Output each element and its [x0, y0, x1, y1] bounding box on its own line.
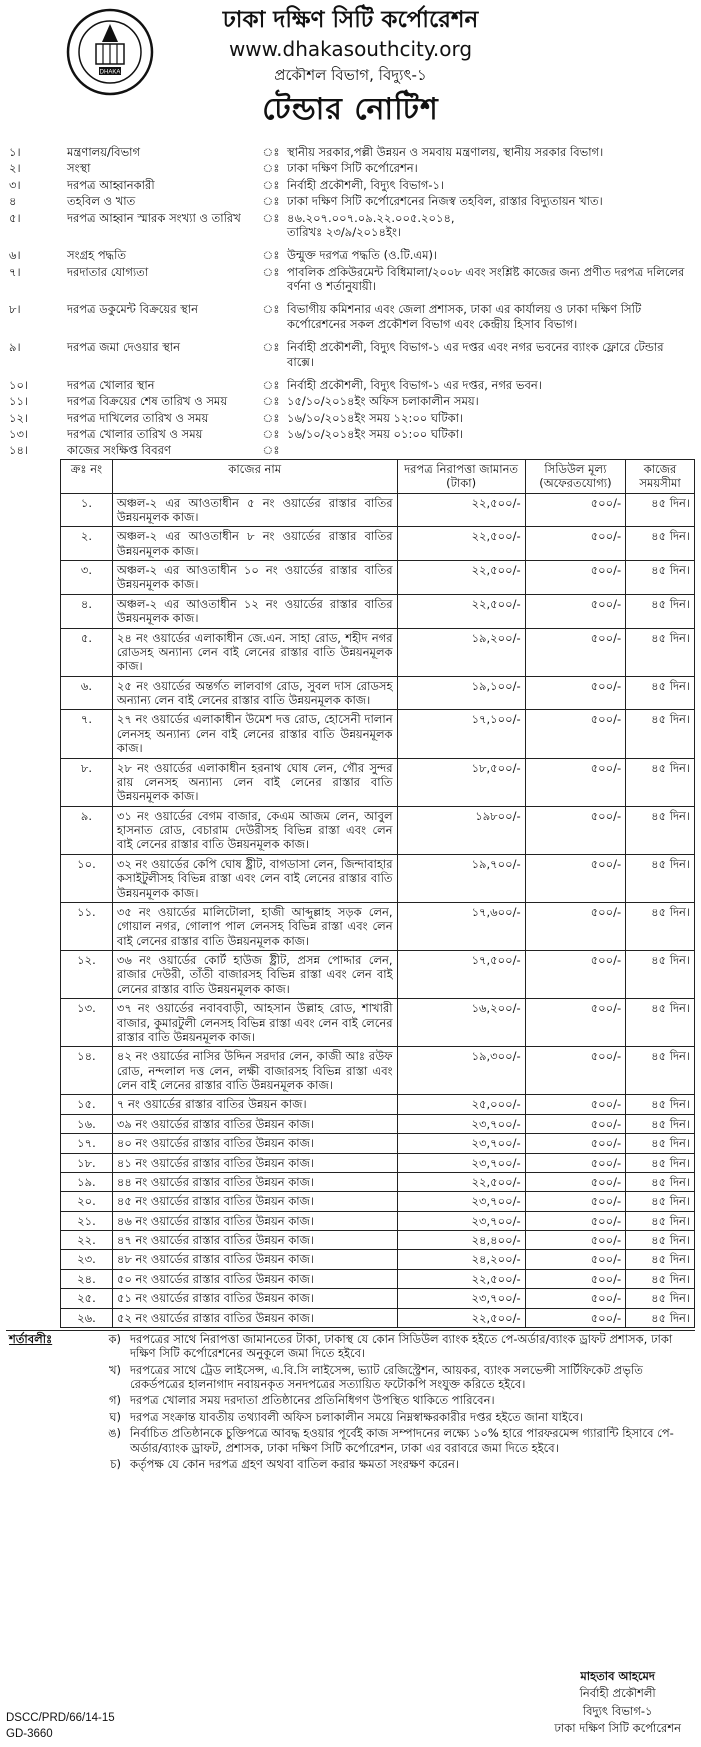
info-row — [6, 177, 695, 193]
work-serial: ১৬. — [61, 1114, 113, 1133]
works-table — [60, 459, 695, 1328]
work-period: ৪৫ দিন। — [626, 1231, 695, 1250]
info-key: সংস্থা — [67, 161, 91, 176]
work-row — [61, 1153, 695, 1172]
work-schedule-price: ৫০০/- — [525, 806, 626, 854]
signatory-name: মাহতাব আহমেদ — [580, 1669, 655, 1683]
work-schedule-price: ৫০০/- — [525, 1269, 626, 1288]
gd-reference: GD-3660 — [6, 1728, 53, 1741]
work-schedule-price: ৫০০/- — [525, 1308, 626, 1327]
info-value: বিভাগীয় কমিশনার এবং জেলা প্রশাসক, ঢাকা এর কার্যালয় ও ঢাকা দক্ষিণ সিটি কর্পোরেশনের সকল প্রকৌশল বিভাগ এবং কেন্দ্রীয় হিসাব বিভাগ। — [287, 302, 642, 331]
term-text: দরপত্র সংক্রান্ত যাবতীয় তথ্যাবলী অফিস চলাকালীন সময়ে নিম্নস্বাক্ষরকারীর দপ্তর হইতে জানা যাইবে। — [130, 1409, 583, 1424]
info-row — [6, 426, 695, 442]
work-serial: ১২. — [61, 951, 113, 999]
work-period: ৪৫ দিন। — [626, 1308, 695, 1327]
work-name: ৪১ নং ওয়ার্ডের রাস্তার বাতির উন্নয়ন কাজ। — [112, 1153, 397, 1172]
work-security-amount: ২৪,৪০০/- — [397, 1231, 525, 1250]
work-name: ৭ নং ওয়ার্ডের রাস্তার বাতির উন্নয়ন কাজ। — [112, 1095, 397, 1114]
works-body — [61, 493, 695, 1327]
work-serial: ২৪. — [61, 1269, 113, 1288]
work-name: ৪৪ নং ওয়ার্ডের রাস্তার বাতির উন্নয়ন কাজ। — [112, 1172, 397, 1191]
work-name: ৩২ নং ওয়ার্ডের কেপি ঘোষ ষ্ট্রীট, বাগডাসা লেন, জিন্দাবাহার কসাইটুলীসহ বিভিন্ন রাস্তা এবং লেন বাই লেনের রাস্তার বাতি উন্নয়নমূলক কাজ। — [112, 854, 397, 902]
work-name: ৩৭ নং ওয়ার্ডের নবাববাড়ী, আহসান উল্লাহ রোড, শাখারী বাজার, কুমারটুলী লেনসহ বিভিন্ন রাস্তা এবং লেন বাই লেনের রাস্তার বাতি উন্নয়নমূলক কাজ। — [112, 999, 397, 1047]
notice-header — [6, 6, 695, 144]
info-row — [6, 393, 695, 409]
header-schedule-price: সিডিউল মূল্য (অফেরতযোগ্য) — [525, 459, 626, 493]
work-schedule-price: ৫০০/- — [525, 676, 626, 710]
work-serial: ১৫. — [61, 1095, 113, 1114]
signature-block — [554, 1668, 681, 1737]
work-period: ৪৫ দিন। — [626, 1192, 695, 1211]
work-serial: ১৭. — [61, 1134, 113, 1153]
work-period: ৪৫ দিন। — [626, 493, 695, 527]
work-row — [61, 806, 695, 854]
work-schedule-price: ৫০০/- — [525, 628, 626, 676]
info-separator: ঃ — [262, 302, 280, 317]
work-period: ৪৫ দিন। — [626, 1134, 695, 1153]
work-period: ৪৫ দিন। — [626, 676, 695, 710]
work-security-amount: ২২,৫০০/- — [397, 1269, 525, 1288]
work-serial: ২. — [61, 527, 113, 561]
work-row — [61, 1114, 695, 1133]
work-period: ৪৫ দিন। — [626, 1250, 695, 1269]
work-period: ৪৫ দিন। — [626, 1211, 695, 1230]
term-text: কর্তৃপক্ষ যে কোন দরপত্র গ্রহণ অথবা বাতিল করার ক্ষমতা সংরক্ষণ করেন। — [130, 1456, 459, 1471]
term-letter: খ) — [108, 1362, 121, 1377]
work-schedule-price: ৫০০/- — [525, 527, 626, 561]
info-value: ১৫/১০/২০১৪ইং অফিস চলাকালীন সময়। — [287, 394, 479, 409]
work-serial: ১. — [61, 493, 113, 527]
work-row — [61, 676, 695, 710]
term-letter: চ) — [110, 1456, 121, 1471]
info-separator: ঃ — [262, 264, 280, 279]
work-schedule-price: ৫০০/- — [525, 1095, 626, 1114]
info-row — [6, 247, 695, 263]
work-schedule-price: ৫০০/- — [525, 758, 626, 806]
info-row — [6, 264, 695, 302]
work-row — [61, 493, 695, 527]
info-value — [284, 442, 695, 458]
work-row — [61, 628, 695, 676]
header-work-name: কাজের নাম — [112, 459, 397, 493]
work-period: ৪৫ দিন। — [626, 1289, 695, 1308]
work-schedule-price: ৫০০/- — [525, 710, 626, 758]
dscc-reference: DSCC/PRD/66/14-15 — [6, 1712, 115, 1724]
work-security-amount: ২৫,০০০/- — [397, 1095, 525, 1114]
info-number: ৫। — [9, 210, 21, 225]
term-item — [6, 1425, 695, 1456]
work-schedule-price: ৫০০/- — [525, 1047, 626, 1095]
work-name: ৪০ নং ওয়ার্ডের রাস্তার বাতির উন্নয়ন কাজ। — [112, 1134, 397, 1153]
work-security-amount: ২২,৫০০/- — [397, 561, 525, 595]
header-security-amount: দরপত্র নিরাপত্তা জামানত (টাকা) — [397, 459, 525, 493]
work-period: ৪৫ দিন। — [626, 1153, 695, 1172]
info-separator: ঃ — [262, 427, 280, 441]
work-schedule-price: ৫০০/- — [525, 1211, 626, 1230]
info-row — [6, 410, 695, 426]
info-value: নির্বাহী প্রকৌশলী, বিদ্যুৎ বিভাগ-১ এর দপ্তর এবং নগর ভবনের ব্যাংক ফ্লোরে টেন্ডার বাক্সে। — [287, 340, 664, 369]
work-row — [61, 1047, 695, 1095]
work-serial: ৪. — [61, 594, 113, 628]
work-row — [61, 1289, 695, 1308]
work-serial: ৫. — [61, 628, 113, 676]
work-serial: ২১. — [61, 1211, 113, 1230]
work-name: ৫০ নং ওয়ার্ডের রাস্তার বাতির উন্নয়ন কাজ। — [112, 1269, 397, 1288]
work-security-amount: ১৮,৫০০/- — [397, 758, 525, 806]
info-key: দরপত্র বিক্রয়ের শেষ তারিখ ও সময় — [67, 394, 228, 409]
website-url[interactable]: www.dhakasouthcity.org — [228, 36, 473, 61]
work-row — [61, 999, 695, 1047]
work-name: ৩১ নং ওয়ার্ডের বেগম বাজার, কেএম আজম লেন, আবুল হাসনাত রোড, বেচারাম দেউরীসহ বিভিন্ন রাস্তা এবং লেন বাই লেনের রাস্তার বাতি উন্নয়নমূলক কাজ। — [112, 806, 397, 854]
work-row — [61, 594, 695, 628]
work-row — [61, 1172, 695, 1191]
term-text: নির্বাচিত প্রতিষ্ঠানকে চুক্তিপত্রে আবদ্ধ হওয়ার পূর্বেই কাজ সম্পাদনের লক্ষ্যে ১০% হারে পারফরমেন্স গ্যারান্টি হিসাবে পে-অর্ডার/ব্যাংক ড্রাফট, প্রশাসক, ঢাকা দক্ষিণ সিটি কর্পোরেশন, ঢাকা এর বরাবরে জমা দিতে হইবে। — [130, 1426, 674, 1455]
header-serial: ক্রঃ নং — [61, 459, 113, 493]
terms-heading: শর্তাবলীঃ — [9, 1331, 53, 1346]
signatory-organization: ঢাকা দক্ষিণ সিটি কর্পোরেশন — [554, 1720, 681, 1735]
info-key: দরপত্র দাখিলের তারিখ ও সময় — [67, 410, 209, 425]
work-row — [61, 902, 695, 950]
work-serial: ১৯. — [61, 1172, 113, 1191]
work-security-amount: ২২,৫০০/- — [397, 1172, 525, 1191]
term-item — [6, 1362, 695, 1393]
work-name: ৩৯ নং ওয়ার্ডের রাস্তার বাতির উন্নয়ন কাজ। — [112, 1114, 397, 1133]
work-period: ৪৫ দিন। — [626, 710, 695, 758]
work-serial: ১১. — [61, 902, 113, 950]
info-row — [6, 193, 695, 209]
work-name: অঞ্চল-২ এর আওতাধীন ১০ নং ওয়ার্ডের রাস্তার বাতির উন্নয়নমূলক কাজ। — [112, 561, 397, 595]
info-separator: ঃ — [262, 248, 280, 263]
work-schedule-price: ৫০০/- — [525, 999, 626, 1047]
work-period: ৪৫ দিন। — [626, 1047, 695, 1095]
info-key: মন্ত্রণালয়/বিভাগ — [67, 145, 141, 159]
info-row — [6, 160, 695, 176]
info-row — [6, 377, 695, 393]
info-value: ১৬/১০/২০১৪ইং সময় ০১:০০ ঘটিকা। — [287, 427, 464, 441]
work-schedule-price: ৫০০/- — [525, 561, 626, 595]
work-period: ৪৫ দিন। — [626, 854, 695, 902]
work-period: ৪৫ দিন। — [626, 951, 695, 999]
work-period: ৪৫ দিন। — [626, 628, 695, 676]
work-name: অঞ্চল-২ এর আওতাধীন ৮ নং ওয়ার্ডের রাস্তার বাতির উন্নয়নমূলক কাজ। — [112, 527, 397, 561]
work-row — [61, 1269, 695, 1288]
seal-text: DHAKA — [99, 69, 121, 76]
department-name: প্রকৌশল বিভাগ, বিদ্যুৎ-১ — [274, 65, 427, 84]
work-name: অঞ্চল-২ এর আওতাধীন ৫ নং ওয়ার্ডের রাস্তার বাতির উন্নয়নমূলক কাজ। — [112, 493, 397, 527]
info-row — [6, 210, 695, 248]
work-security-amount: ২৩,৭০০/- — [397, 1289, 525, 1308]
work-security-amount: ১৯,১০০/- — [397, 676, 525, 710]
work-schedule-price: ৫০০/- — [525, 1114, 626, 1133]
work-schedule-price: ৫০০/- — [525, 594, 626, 628]
info-key: দরপত্র খোলার তারিখ ও সময় — [67, 427, 203, 441]
work-row — [61, 1192, 695, 1211]
work-security-amount: ১৭,১০০/- — [397, 710, 525, 758]
work-row — [61, 1308, 695, 1327]
work-period: ৪৫ দিন। — [626, 902, 695, 950]
work-security-amount: ২৩,৭০০/- — [397, 1192, 525, 1211]
work-serial: ২০. — [61, 1192, 113, 1211]
work-schedule-price: ৫০০/- — [525, 1250, 626, 1269]
info-number: ১৪। — [9, 443, 29, 458]
info-value: পাবলিক প্রকিউরমেন্ট বিধিমালা/২০০৮ এবং সংশ্লিষ্ট কাজের জন্য প্রণীত দরপত্র দলিলের বর্ণনা ও শর্তানুযায়ী। — [287, 264, 685, 293]
work-security-amount: ২৩,৭০০/- — [397, 1153, 525, 1172]
work-security-amount: ১৯৮০০/- — [397, 806, 525, 854]
works-header-row — [61, 459, 695, 493]
info-value: ঢাকা দক্ষিণ সিটি কর্পোরেশনের নিজস্ব তহবিল, রাস্তার বিদ্যুতায়ন খাত। — [287, 194, 603, 209]
work-name: ৪৫ নং ওয়ার্ডের রাস্তার বাতির উন্নয়ন কাজ। — [112, 1192, 397, 1211]
work-schedule-price: ৫০০/- — [525, 902, 626, 950]
work-row — [61, 1211, 695, 1230]
work-security-amount: ১৯,৭০০/- — [397, 854, 525, 902]
work-period: ৪৫ দিন। — [626, 1269, 695, 1288]
work-period: ৪৫ দিন। — [626, 758, 695, 806]
work-period: ৪৫ দিন। — [626, 594, 695, 628]
work-serial: ২২. — [61, 1231, 113, 1250]
term-letter: ঙ) — [108, 1426, 121, 1441]
info-number: ৩। — [9, 177, 21, 192]
work-security-amount: ১৬,২০০/- — [397, 999, 525, 1047]
work-name: ৫২ নং ওয়ার্ডের রাস্তার বাতির উন্নয়ন কাজ। — [112, 1308, 397, 1327]
info-value: ঢাকা দক্ষিণ সিটি কর্পোরেশন। — [287, 161, 418, 176]
work-row — [61, 951, 695, 999]
work-serial: ৮. — [61, 758, 113, 806]
work-schedule-price: ৫০০/- — [525, 1153, 626, 1172]
work-name: ৪৮ নং ওয়ার্ডের রাস্তার বাতির উন্নয়ন কাজ। — [112, 1250, 397, 1269]
term-text: দরপত্র খোলার সময় দরদাতা প্রতিষ্ঠানের প্রতিনিধিগণ উপস্থিত থাকিতে পারিবেন। — [130, 1393, 495, 1408]
signatory-division: বিদ্যুৎ বিভাগ-১ — [582, 1703, 653, 1718]
work-security-amount: ২২,৫০০/- — [397, 594, 525, 628]
info-key: দরপত্র আহ্বান স্মারক সংখ্যা ও তারিখ — [67, 210, 241, 225]
work-row — [61, 1250, 695, 1269]
work-serial: ৭. — [61, 710, 113, 758]
info-number: ৮। — [9, 302, 21, 317]
info-separator: ঃ — [262, 177, 280, 192]
info-row — [6, 144, 695, 160]
info-value: নির্বাহী প্রকৌশলী, বিদ্যুৎ বিভাগ-১ এর দপ্তর, নগর ভবন। — [287, 377, 542, 392]
info-key: সংগ্রহ পদ্ধতি — [67, 248, 127, 263]
work-security-amount: ১৭,৬০০/- — [397, 902, 525, 950]
term-item — [6, 1330, 695, 1361]
info-separator: ঃ — [262, 377, 280, 392]
dscc-seal-logo — [66, 8, 154, 96]
work-name: অঞ্চল-২ এর আওতাধীন ১২ নং ওয়ার্ডের রাস্তার বাতির উন্নয়নমূলক কাজ। — [112, 594, 397, 628]
notice-title: টেন্ডার নোটিশ — [262, 91, 439, 127]
info-value: ১৬/১০/২০১৪ইং সময় ১২:০০ ঘটিকা। — [287, 410, 464, 425]
work-name: ৪৭ নং ওয়ার্ডের রাস্তার বাতির উন্নয়ন কাজ। — [112, 1231, 397, 1250]
info-value: স্থানীয় সরকার,পল্লী উন্নয়ন ও সমবায় মন্ত্রণালয়, স্থানীয় সরকার বিভাগ। — [287, 145, 604, 159]
signatory-designation: নির্বাহী প্রকৌশলী — [579, 1686, 656, 1701]
work-security-amount: ১৭,৫০০/- — [397, 951, 525, 999]
info-separator: ঃ — [262, 210, 280, 225]
work-name: ৪৬ নং ওয়ার্ডের রাস্তার বাতির উন্নয়ন কাজ। — [112, 1211, 397, 1230]
work-name: ২৭ নং ওয়ার্ডের এলাকাধীন উমেশ দত্ত রোড, হোসেনী দালান লেনসহ অন্যান্য লেন বাই লেনের রাস্তার বাতি উন্নয়নমূলক কাজ। — [112, 710, 397, 758]
info-number: ১। — [9, 145, 21, 159]
work-schedule-price: ৫০০/- — [525, 1231, 626, 1250]
info-key: দরদাতার যোগ্যতা — [67, 264, 149, 279]
work-name: ৩৬ নং ওয়ার্ডের কোর্ট হাউজ ষ্ট্রীট, প্রসন্ন পোদ্দার লেন, রাজার দেউরী, তাঁতী বাজারসহ বিভিন্ন রাস্তা এবং লেন বাই লেনের রাস্তার বাতি উন্নয়নমূলক কাজ। — [112, 951, 397, 999]
info-value: নির্বাহী প্রকৌশলী, বিদ্যুৎ বিভাগ-১। — [287, 177, 445, 192]
term-text: দরপত্রের সাথে নিরাপত্তা জামানতের টাকা, ঢাকাস্থ যে কোন সিডিউল ব্যাংক হইতে পে-অর্ডার/ব্যাংক ড্রাফট প্রশাসক, ঢাকা দক্ষিণ সিটি কর্পোরেশনের অনুকূলে জমা দিতে হইবে। — [130, 1331, 673, 1361]
info-separator: ঃ — [262, 394, 280, 409]
memo-date: তারিখঃ ২৩/৯/২০১৪ইং। — [287, 224, 402, 239]
info-number: ৬। — [9, 248, 21, 263]
work-security-amount: ২২,৫০০/- — [397, 527, 525, 561]
work-schedule-price: ৫০০/- — [525, 1289, 626, 1308]
work-name: ২৪ নং ওয়ার্ডের এলাকাধীন জে.এন. সাহা রোড, শহীদ নগর রোডসহ অন্যান্য লেন বাই লেনের রাস্তার বাতি উন্নয়নমূলক কাজ। — [112, 628, 397, 676]
work-security-amount: ১৯,২০০/- — [397, 628, 525, 676]
term-text: দরপত্রের সাথে ট্রেড লাইসেন্স, এ.বি.সি লাইসেন্স, ভ্যাট রেজিস্ট্রেশন, আয়কর, ব্যাংক সলভেন্সী সার্টিফিকেট প্রভৃতি রেকর্ডপত্রের হালনাগাদ নবায়নকৃত সনদপত্রের সত্যায়িত ফটোকপি সংযুক্ত করিতে হইবে। — [130, 1362, 643, 1391]
info-number: ২। — [9, 161, 21, 176]
term-item — [6, 1392, 695, 1408]
work-period: ৪৫ দিন। — [626, 1095, 695, 1114]
work-period: ৪৫ দিন। — [626, 1172, 695, 1191]
work-security-amount: ২৪,২০০/- — [397, 1250, 525, 1269]
info-row — [6, 301, 695, 339]
info-row — [6, 442, 695, 458]
work-schedule-price: ৫০০/- — [525, 493, 626, 527]
work-schedule-price: ৫০০/- — [525, 951, 626, 999]
work-security-amount: ২২,৫০০/- — [397, 1308, 525, 1327]
info-key: দরপত্র জমা দেওয়ার স্থান — [67, 340, 181, 355]
info-key: দরপত্র আহ্বানকারী — [67, 177, 155, 192]
work-serial: ২৫. — [61, 1289, 113, 1308]
info-separator: ঃ — [262, 194, 280, 209]
work-row — [61, 1095, 695, 1114]
work-serial: ১০. — [61, 854, 113, 902]
info-key: কাজের সংক্ষিপ্ত বিবরণ — [67, 443, 171, 458]
terms-table — [6, 1330, 695, 1472]
work-security-amount: ২৩,৭০০/- — [397, 1211, 525, 1230]
work-period: ৪৫ দিন। — [626, 527, 695, 561]
info-separator: ঃ — [262, 410, 280, 425]
info-separator: ঃ — [262, 145, 280, 159]
work-row — [61, 1231, 695, 1250]
organization-name: ঢাকা দক্ষিণ সিটি কর্পোরেশন — [222, 7, 479, 33]
info-number: ১৩। — [9, 427, 29, 441]
info-number: ৭। — [9, 264, 21, 279]
info-value: উন্মুক্ত দরপত্র পদ্ধতি (ও.টি.এম)। — [287, 248, 438, 263]
info-value — [284, 210, 695, 248]
work-period: ৪৫ দিন। — [626, 1114, 695, 1133]
work-serial: ১৮. — [61, 1153, 113, 1172]
work-name: ২৮ নং ওয়ার্ডের এলাকাধীন হরনাথ ঘোষ লেন, গৌর সুন্দর রায় লেনসহ অন্যান্য লেন বাই লেনের রাস্তার বাতি উন্নয়নমূলক কাজ। — [112, 758, 397, 806]
info-separator: ঃ — [262, 340, 280, 355]
info-key: দরপত্র ডকুমেন্ট বিক্রয়ের স্থান — [67, 302, 198, 317]
work-row — [61, 758, 695, 806]
info-number: ৯। — [9, 340, 21, 355]
work-serial: ২৩. — [61, 1250, 113, 1269]
work-serial: ২৬. — [61, 1308, 113, 1327]
work-row — [61, 1134, 695, 1153]
info-number: ১২। — [9, 410, 29, 425]
work-period: ৪৫ দিন। — [626, 561, 695, 595]
info-separator: ঃ — [262, 161, 280, 176]
work-serial: ৩. — [61, 561, 113, 595]
info-number: ৪ — [9, 194, 17, 209]
work-schedule-price: ৫০০/- — [525, 1172, 626, 1191]
info-key: দরপত্র খোলার স্থান — [67, 377, 155, 392]
term-letter: গ) — [108, 1393, 121, 1408]
work-name: ৪২ নং ওয়ার্ডের নাসির উদ্দিন সরদার লেন, কাজী আঃ রউফ রোড, নন্দলাল দত্ত লেন, লক্ষী বাজারসহ বিভিন্ন রাস্তা এবং লেন বাই লেনের রাস্তার বাতি উন্নয়নমূলক কাজ। — [112, 1047, 397, 1095]
work-serial: ৯. — [61, 806, 113, 854]
work-security-amount: ২২,৫০০/- — [397, 493, 525, 527]
info-key: তহবিল ও খাত — [67, 194, 136, 209]
work-serial: ১৩. — [61, 999, 113, 1047]
term-letter: ঘ) — [109, 1409, 121, 1424]
info-separator: ঃ — [262, 443, 280, 458]
tender-info-table — [6, 144, 695, 459]
work-schedule-price: ৫০০/- — [525, 854, 626, 902]
work-security-amount: ২৩,৭০০/- — [397, 1114, 525, 1133]
memo-number: ৪৬.২০৭.০০৭.০৯.২২.০০৫.২০১৪, — [287, 210, 455, 225]
work-name: ২৫ নং ওয়ার্ডের অন্তর্গত লালবাগ রোড, সুবল দাস রোডসহ অন্যান্য লেন বাই লেনের রাস্তার বাতি উন্নয়নমূলক কাজ। — [112, 676, 397, 710]
work-row — [61, 561, 695, 595]
info-row — [6, 339, 695, 377]
work-schedule-price: ৫০০/- — [525, 1192, 626, 1211]
term-item — [6, 1409, 695, 1425]
term-letter: ক) — [108, 1331, 121, 1346]
work-security-amount: ১৯,৩০০/- — [397, 1047, 525, 1095]
work-serial: ৬. — [61, 676, 113, 710]
work-schedule-price: ৫০০/- — [525, 1134, 626, 1153]
work-row — [61, 710, 695, 758]
info-number: ১১। — [9, 394, 29, 409]
term-item — [6, 1456, 695, 1472]
reference-codes — [6, 1710, 115, 1742]
work-security-amount: ২৩,৭০০/- — [397, 1134, 525, 1153]
work-row — [61, 854, 695, 902]
info-number: ১০। — [9, 377, 29, 392]
work-name: ৩৫ নং ওয়ার্ডের মালিটোলা, হাজী আব্দুল্লাহ সড়ক লেন, গোয়াল নগর, গোলাপ পাল লেনসহ বিভিন্ন রাস্তা এবং লেন বাই লেনের রাস্তার বাতি উন্নয়নমূলক কাজ। — [112, 902, 397, 950]
work-serial: ১৪. — [61, 1047, 113, 1095]
work-period: ৪৫ দিন। — [626, 999, 695, 1047]
work-name: ৫১ নং ওয়ার্ডের রাস্তার বাতির উন্নয়ন কাজ। — [112, 1289, 397, 1308]
header-work-period: কাজের সময়সীমা — [626, 459, 695, 493]
work-period: ৪৫ দিন। — [626, 806, 695, 854]
work-row — [61, 527, 695, 561]
